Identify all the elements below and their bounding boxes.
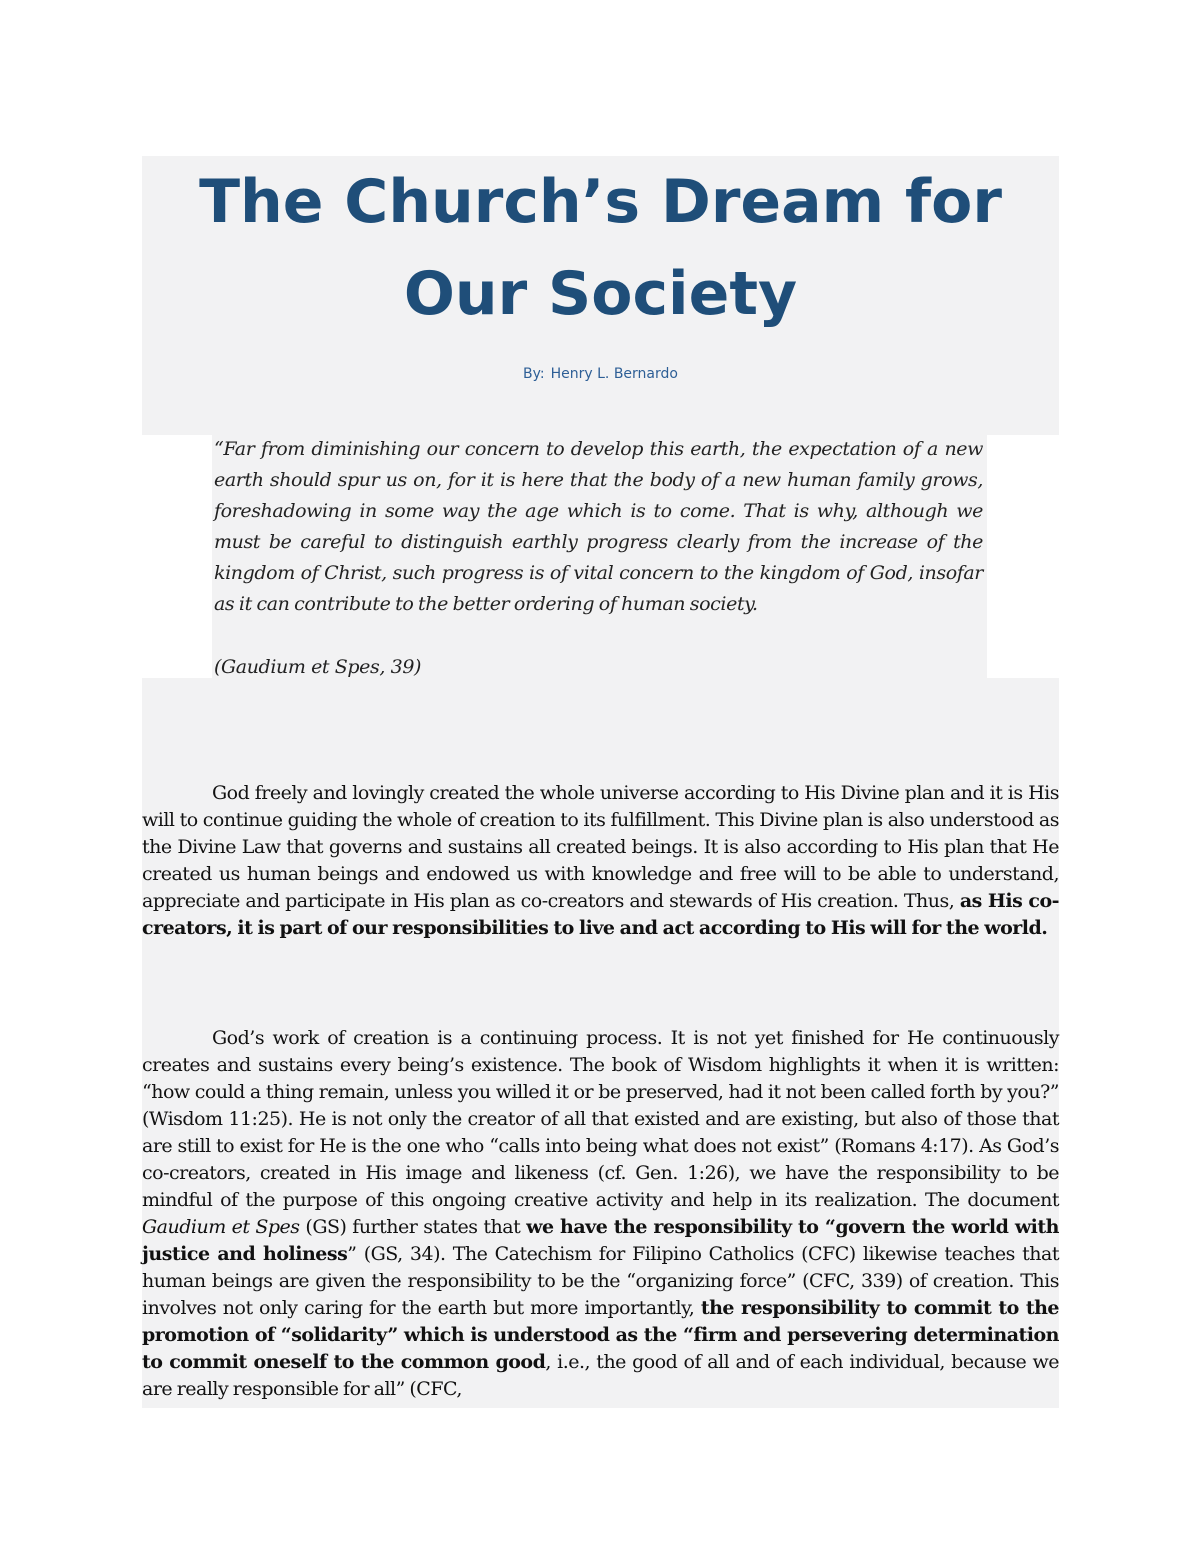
para2-doc-title: Gaudium et Spes	[142, 1216, 300, 1238]
byline-prefix: By:	[523, 366, 545, 382]
para2-emphasis-2: the responsibility to commit to the promotion of “solidarity” which is understood as the “firm and persevering determination to commit oneself to the common good	[142, 1297, 1059, 1373]
para1-text: God freely and lovingly created the whole universe according to His Divine plan and it is His will to continue guiding the whole of creation to its fulfillment. This Divine plan is also understood as the Divine Law that governs and sustains all created beings. It is also according to His plan that He created us human beings and endowed us with knowledge and free will to be able to understand, appreciate and participate in His plan as co-creators and stewards of His creation. Thus,	[142, 782, 1059, 912]
epigraph-quote: “Far from diminishing our concern to develop this earth, the expectation of a new earth should spur us on, for it is here that the body of a new human family grows, foreshadowing in some way the age which is to come. That is why, although we must be careful to distinguish earthly progress clearly from the increase of the kingdom of Christ, such progress is of vital concern to the kingdom of God, insofar as it can contribute to the better ordering of human society.	[214, 438, 983, 615]
para2-text-c: (GS) further states that	[299, 1216, 527, 1238]
byline	[142, 364, 1059, 384]
title-line-1: The Church’s Dream for	[199, 167, 1002, 237]
document-title	[142, 156, 1059, 340]
title-line-2: Our Society	[403, 259, 798, 329]
body-paragraph-1	[142, 780, 1059, 942]
body-paragraph-2	[142, 1025, 1059, 1403]
para2-text-e: ” (GS, 34). The Catechism for Filipino Catholics (CFC) likewise teaches that human beings are given the responsibility to be the “organizing force” (CFC, 339) of creation. This involves not only caring for the earth but more importantly,	[142, 1243, 1059, 1319]
para2-text-g: , i.e., the good of all and of each individual, because we are really responsible for all” (CFC,	[142, 1351, 1059, 1400]
para2-text-a: God’s work of creation is a continuing process. It is not yet finished for He continuously creates and sustains every being’s existence. The book of Wisdom highlights it when it is written: “how could a thing remain, unless you willed it or be preserved, had it not been called forth by you?” (Wisdom 11:25). He is not only the creator of all that existed and are existing, but also of those that are still to exist for He is the one who “calls into being what does not exist” (Romans 4:17). As God’s co-creators, created in His image and likeness (cf. Gen. 1:26), we have the responsibility to be mindful of the purpose of this ongoing creative activity and help in its realization. The document	[142, 1027, 1059, 1211]
byline-author: Henry L. Bernardo	[550, 366, 678, 382]
epigraph-source: (Gaudium et Spes, 39)	[214, 656, 422, 678]
para2-emphasis-1: we have the responsibility to “govern the world with justice and holiness	[142, 1216, 1059, 1265]
para1-emphasis: as His co-creators, it is part of our responsibilities to live and act according to His will for the world.	[142, 890, 1060, 939]
